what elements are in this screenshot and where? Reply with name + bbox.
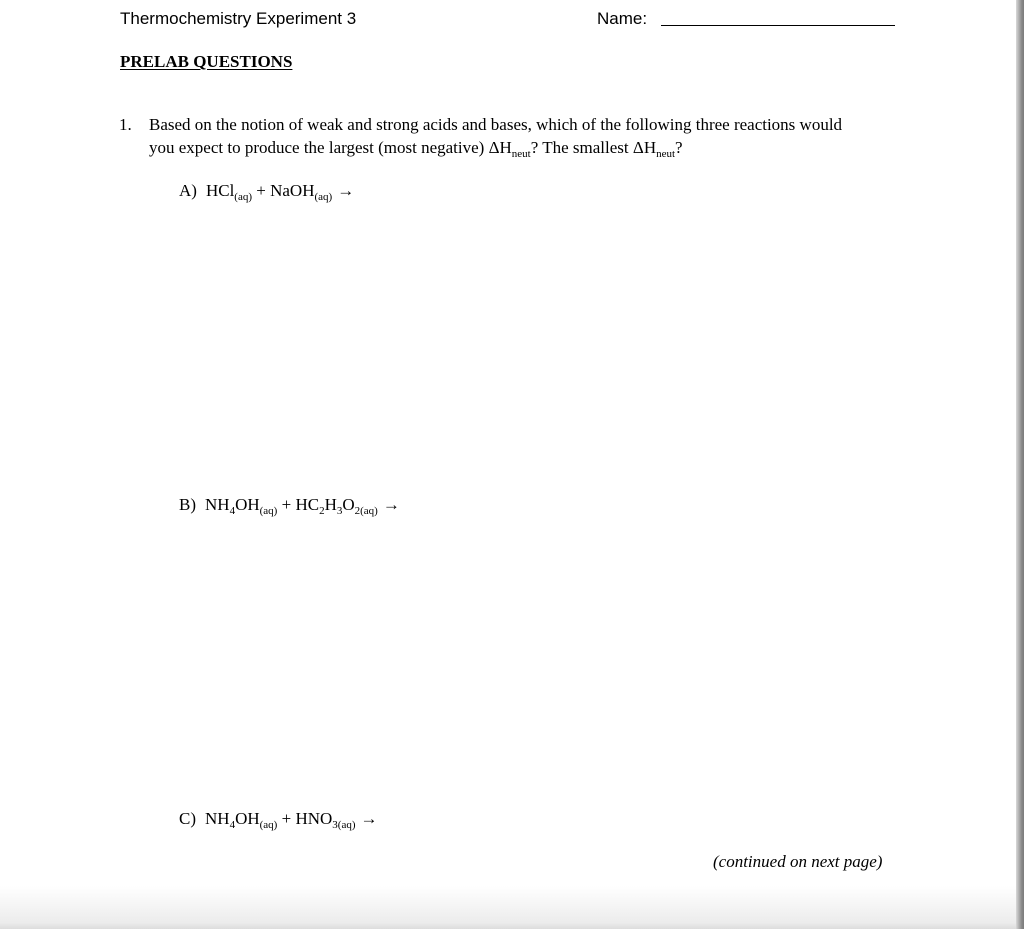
state-subscript: (aq)	[234, 191, 253, 203]
reactant-formula: H	[324, 495, 337, 514]
reactant-formula: HCl	[205, 181, 235, 200]
formula-subscript: 3	[336, 505, 343, 517]
name-blank-line[interactable]	[661, 25, 895, 26]
section-heading: PRELAB QUESTIONS	[120, 52, 293, 71]
name-label: Name:	[597, 9, 648, 28]
plus-sign: +	[252, 181, 271, 200]
formula-subscript: 4	[229, 505, 236, 517]
reaction-label: C)	[179, 809, 196, 828]
question-number: 1.	[119, 115, 132, 134]
plus-sign: +	[277, 809, 296, 828]
reactant-formula: OH	[235, 809, 260, 828]
reactant-formula: NH	[205, 809, 230, 828]
reaction-c	[179, 808, 378, 832]
reactant-formula: NaOH	[270, 181, 315, 200]
arrow-right-icon: →	[360, 809, 378, 828]
plus-sign: +	[277, 495, 296, 514]
page-right-edge-shadow	[1016, 0, 1024, 929]
question-text-part: you expect to produce the largest (most negative) ΔH	[149, 138, 512, 157]
subscript-neut: neut	[656, 148, 676, 160]
document-title: Thermochemistry Experiment 3	[120, 9, 357, 28]
reaction-b	[179, 494, 400, 518]
reaction-a	[179, 180, 354, 204]
question-text-line2	[149, 137, 683, 161]
continued-note: (continued on next page)	[713, 852, 883, 871]
page-bottom-shadow	[0, 886, 1016, 929]
state-subscript: (aq)	[314, 191, 333, 203]
reactant-formula: HNO	[295, 809, 333, 828]
reaction-label: A)	[179, 181, 197, 200]
reactant-formula: NH	[205, 495, 230, 514]
question-text-line1: Based on the notion of weak and strong acids and bases, which of the following three reactions would	[149, 115, 843, 134]
formula-subscript: 4	[229, 819, 236, 831]
formula-subscript: 2	[319, 505, 325, 517]
arrow-right-icon: →	[382, 495, 400, 514]
state-subscript: (aq)	[259, 505, 278, 517]
reaction-label: B)	[179, 495, 196, 514]
question-text-part: ? The smallest ΔH	[530, 138, 657, 157]
subscript-neut: neut	[511, 148, 531, 160]
reactant-formula: OH	[235, 495, 260, 514]
state-subscript: 3(aq)	[332, 819, 356, 831]
state-subscript: (aq)	[259, 819, 278, 831]
reactant-formula: HC	[295, 495, 320, 514]
arrow-right-icon: →	[337, 181, 355, 200]
state-subscript: 2(aq)	[354, 505, 378, 517]
reactant-formula: O	[342, 495, 355, 514]
question-text-part: ?	[675, 138, 683, 157]
